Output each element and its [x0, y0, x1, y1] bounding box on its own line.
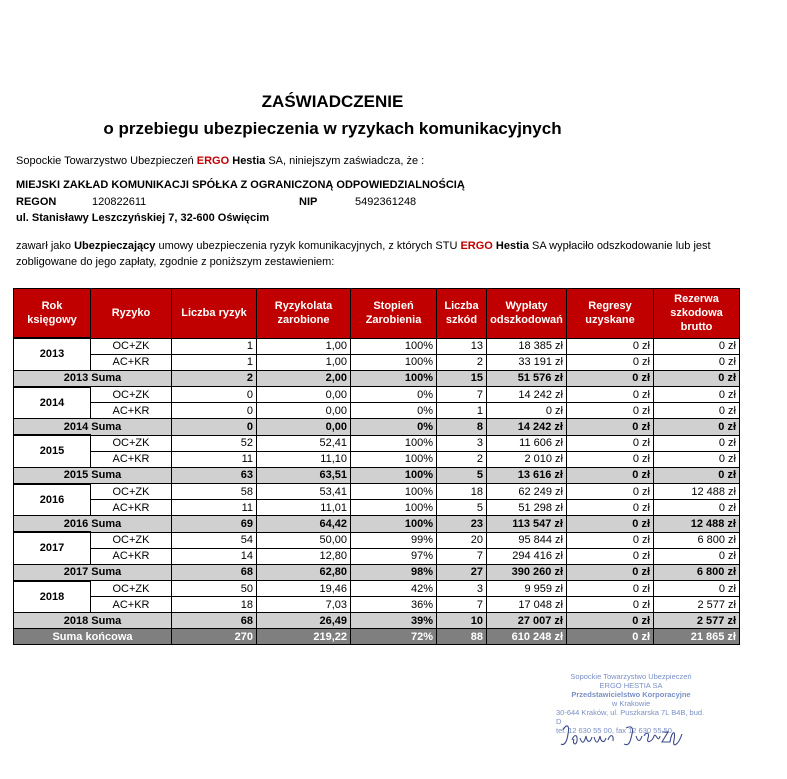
value-cell: 52: [172, 435, 257, 451]
intro-line: [16, 155, 424, 167]
value-cell: 3: [437, 581, 487, 597]
value-cell: 0 zł: [654, 354, 740, 370]
total-value-cell: 21 865 zł: [654, 629, 740, 645]
value-cell: 0 zł: [654, 387, 740, 403]
value-cell: 18 385 zł: [487, 338, 567, 354]
sum-value-cell: 390 260 zł: [487, 564, 567, 581]
value-cell: 2 577 zł: [654, 597, 740, 613]
sum-value-cell: 113 547 zł: [487, 516, 567, 533]
total-label: Suma końcowa: [14, 629, 172, 645]
claims-table: [13, 288, 740, 645]
year-cell: 2013: [14, 338, 91, 370]
sum-value-cell: 63,51: [257, 467, 351, 484]
table-row: [14, 403, 740, 419]
header-cell: Rezerwa szkodowa brutto: [654, 289, 740, 339]
value-cell: 5: [437, 500, 487, 516]
header-cell: Stopień Zarobienia: [351, 289, 437, 339]
para-text-1: zawarł jako: [16, 240, 75, 252]
sum-value-cell: 5: [437, 467, 487, 484]
para-hestia: Hestia: [492, 240, 529, 252]
risk-cell: AC+KR: [91, 451, 172, 467]
sum-value-cell: 14 242 zł: [487, 419, 567, 436]
sum-value-cell: 68: [172, 564, 257, 581]
stamp-line: 30-644 Kraków, ul. Puszkarska 7L B4B, bud. D: [556, 708, 705, 726]
value-cell: 52,41: [257, 435, 351, 451]
table-row: [14, 354, 740, 370]
value-cell: 9 959 zł: [487, 581, 567, 597]
sum-value-cell: 27 007 zł: [487, 613, 567, 629]
table-row: [14, 597, 740, 613]
sum-label: 2018 Suma: [14, 613, 172, 629]
value-cell: 97%: [351, 548, 437, 564]
value-cell: 11: [172, 500, 257, 516]
value-cell: 13: [437, 338, 487, 354]
value-cell: 50: [172, 581, 257, 597]
value-cell: 62 249 zł: [487, 484, 567, 500]
value-cell: 7: [437, 548, 487, 564]
document-title: ZAŚWIADCZENIE: [261, 92, 404, 111]
value-cell: 0 zł: [567, 435, 654, 451]
total-value-cell: 72%: [351, 629, 437, 645]
value-cell: 11,01: [257, 500, 351, 516]
value-cell: 14 242 zł: [487, 387, 567, 403]
value-cell: 0 zł: [567, 532, 654, 548]
sum-value-cell: 0 zł: [567, 516, 654, 533]
sum-value-cell: 0: [172, 419, 257, 436]
sum-value-cell: 0 zł: [567, 564, 654, 581]
sum-value-cell: 51 576 zł: [487, 370, 567, 387]
value-cell: 53,41: [257, 484, 351, 500]
risk-cell: AC+KR: [91, 500, 172, 516]
value-cell: 1,00: [257, 354, 351, 370]
header-cell: Liczba ryzyk: [172, 289, 257, 339]
total-value-cell: 219,22: [257, 629, 351, 645]
header-cell: Liczba szkód: [437, 289, 487, 339]
table-row: [14, 581, 740, 597]
value-cell: 7: [437, 387, 487, 403]
document-subtitle: o przebiegu ubezpieczenia w ryzykach komunikacyjnych: [103, 119, 562, 138]
table-row: [14, 548, 740, 564]
sum-value-cell: 2: [172, 370, 257, 387]
sum-value-cell: 0 zł: [567, 370, 654, 387]
sum-label: 2014 Suma: [14, 419, 172, 436]
grand-total-row: [14, 629, 740, 645]
sum-label: 2015 Suma: [14, 467, 172, 484]
value-cell: 54: [172, 532, 257, 548]
nip-value: 5492361248: [355, 196, 417, 208]
value-cell: 3: [437, 435, 487, 451]
sum-value-cell: 0,00: [257, 419, 351, 436]
sum-value-cell: 68: [172, 613, 257, 629]
risk-cell: OC+ZK: [91, 435, 172, 451]
value-cell: 99%: [351, 532, 437, 548]
year-cell: 2016: [14, 484, 91, 516]
value-cell: 0 zł: [567, 484, 654, 500]
total-value-cell: 88: [437, 629, 487, 645]
para-ergo: ERGO: [460, 240, 493, 252]
value-cell: 0%: [351, 387, 437, 403]
value-cell: 100%: [351, 338, 437, 354]
ergo-brand: ERGO: [196, 155, 230, 167]
sum-value-cell: 15: [437, 370, 487, 387]
sum-value-cell: 100%: [351, 370, 437, 387]
sum-value-cell: 6 800 zł: [654, 564, 740, 581]
value-cell: 11: [172, 451, 257, 467]
header-cell: Ryzyko: [91, 289, 172, 339]
hestia-brand: Hestia: [229, 155, 266, 167]
sum-value-cell: 63: [172, 467, 257, 484]
total-value-cell: 610 248 zł: [487, 629, 567, 645]
sum-value-cell: 62,80: [257, 564, 351, 581]
year-sum-row: [14, 419, 740, 436]
sum-value-cell: 23: [437, 516, 487, 533]
sum-value-cell: 0 zł: [567, 613, 654, 629]
value-cell: 0 zł: [567, 500, 654, 516]
header-cell: Rok księgowy: [14, 289, 91, 339]
value-cell: 0 zł: [487, 403, 567, 419]
value-cell: 2: [437, 451, 487, 467]
sum-value-cell: 64,42: [257, 516, 351, 533]
total-value-cell: 0 zł: [567, 629, 654, 645]
value-cell: 100%: [351, 435, 437, 451]
value-cell: 95 844 zł: [487, 532, 567, 548]
para-policyholder: Ubezpieczający: [74, 240, 156, 252]
value-cell: 11,10: [257, 451, 351, 467]
value-cell: 0 zł: [567, 338, 654, 354]
table-row: [14, 451, 740, 467]
value-cell: 0,00: [257, 403, 351, 419]
para-text-3: SA wypłaciło odszkodowanie lub jest zobligowane do jego zapłaty, zgodnie z poniższym zestawieniem:: [16, 240, 711, 268]
value-cell: 2 010 zł: [487, 451, 567, 467]
value-cell: 7,03: [257, 597, 351, 613]
stamp-line: tel. 12 630 55 00, fax 12 630 55 50: [556, 726, 672, 735]
value-cell: 0: [172, 387, 257, 403]
value-cell: 20: [437, 532, 487, 548]
year-sum-row: [14, 613, 740, 629]
value-cell: 58: [172, 484, 257, 500]
insured-address: ul. Stanisławy Leszczyńskiej 7, 32-600 Oświęcim: [16, 212, 270, 224]
sum-label: 2016 Suma: [14, 516, 172, 533]
value-cell: 18: [172, 597, 257, 613]
sum-label: 2013 Suma: [14, 370, 172, 387]
sum-value-cell: 0%: [351, 419, 437, 436]
header-cell: Ryzykolata zarobione: [257, 289, 351, 339]
sum-value-cell: 27: [437, 564, 487, 581]
value-cell: 11 606 zł: [487, 435, 567, 451]
value-cell: 0 zł: [567, 354, 654, 370]
sum-value-cell: 0 zł: [654, 467, 740, 484]
value-cell: 0 zł: [654, 451, 740, 467]
risk-cell: AC+KR: [91, 597, 172, 613]
header-cell: Wypłaty odszkodowań: [487, 289, 567, 339]
year-cell: 2014: [14, 387, 91, 419]
table-header-row: [14, 289, 740, 339]
value-cell: 2: [437, 354, 487, 370]
value-cell: 0 zł: [567, 403, 654, 419]
value-cell: 50,00: [257, 532, 351, 548]
sum-value-cell: 0 zł: [567, 419, 654, 436]
stamp-line: w Krakowie: [611, 699, 651, 708]
table-row: [14, 435, 740, 451]
sum-value-cell: 0 zł: [654, 419, 740, 436]
year-sum-row: [14, 516, 740, 533]
sum-value-cell: 0 zł: [567, 467, 654, 484]
value-cell: 0 zł: [567, 597, 654, 613]
value-cell: 100%: [351, 354, 437, 370]
risk-cell: OC+ZK: [91, 387, 172, 403]
stamp-line: Sopockie Towarzystwo Ubezpieczeń: [570, 672, 692, 681]
sum-label: 2017 Suma: [14, 564, 172, 581]
value-cell: 51 298 zł: [487, 500, 567, 516]
stamp-line: ERGO HESTIA SA: [599, 681, 663, 690]
sum-value-cell: 100%: [351, 516, 437, 533]
value-cell: 1: [172, 354, 257, 370]
value-cell: 0%: [351, 403, 437, 419]
insured-name: MIEJSKI ZAKŁAD KOMUNIKACJI SPÓŁKA Z OGRANICZONĄ ODPOWIEDZIALNOŚCIĄ: [16, 179, 465, 191]
value-cell: 14: [172, 548, 257, 564]
sum-value-cell: 2,00: [257, 370, 351, 387]
value-cell: 18: [437, 484, 487, 500]
sum-value-cell: 8: [437, 419, 487, 436]
sum-value-cell: 2 577 zł: [654, 613, 740, 629]
value-cell: 0 zł: [654, 581, 740, 597]
value-cell: 294 416 zł: [487, 548, 567, 564]
regon-value: 120822611: [92, 196, 147, 208]
sum-value-cell: 0 zł: [654, 370, 740, 387]
value-cell: 12 488 zł: [654, 484, 740, 500]
table-row: [14, 338, 740, 354]
value-cell: 36%: [351, 597, 437, 613]
intro-prefix: Sopockie Towarzystwo Ubezpieczeń: [16, 155, 197, 167]
sum-value-cell: 100%: [351, 467, 437, 484]
value-cell: 0: [172, 403, 257, 419]
sum-value-cell: 98%: [351, 564, 437, 581]
value-cell: 19,46: [257, 581, 351, 597]
value-cell: 0 zł: [567, 387, 654, 403]
value-cell: 0,00: [257, 387, 351, 403]
value-cell: 33 191 zł: [487, 354, 567, 370]
year-sum-row: [14, 467, 740, 484]
value-cell: 0 zł: [654, 403, 740, 419]
value-cell: 17 048 zł: [487, 597, 567, 613]
header-cell: Regresy uzyskane: [567, 289, 654, 339]
value-cell: 0 zł: [654, 338, 740, 354]
sum-value-cell: 26,49: [257, 613, 351, 629]
statement-paragraph: [16, 238, 736, 270]
year-cell: 2018: [14, 581, 91, 613]
sum-value-cell: 69: [172, 516, 257, 533]
table-row: [14, 532, 740, 548]
total-value-cell: 270: [172, 629, 257, 645]
value-cell: 12,80: [257, 548, 351, 564]
sum-value-cell: 13 616 zł: [487, 467, 567, 484]
year-cell: 2015: [14, 435, 91, 467]
table-body: [14, 338, 740, 645]
year-sum-row: [14, 564, 740, 581]
value-cell: 6 800 zł: [654, 532, 740, 548]
value-cell: 0 zł: [654, 548, 740, 564]
risk-cell: AC+KR: [91, 354, 172, 370]
handwritten-signature: [558, 722, 698, 752]
value-cell: 1: [172, 338, 257, 354]
risk-cell: OC+ZK: [91, 484, 172, 500]
para-text-2: umowy ubezpieczenia ryzyk komunikacyjnych, z których STU: [155, 240, 461, 252]
value-cell: 1,00: [257, 338, 351, 354]
sum-value-cell: 10: [437, 613, 487, 629]
risk-cell: AC+KR: [91, 548, 172, 564]
value-cell: 42%: [351, 581, 437, 597]
value-cell: 100%: [351, 500, 437, 516]
regon-label: REGON: [16, 196, 57, 208]
value-cell: 7: [437, 597, 487, 613]
risk-cell: OC+ZK: [91, 338, 172, 354]
risk-cell: AC+KR: [91, 403, 172, 419]
value-cell: 0 zł: [567, 548, 654, 564]
table-row: [14, 484, 740, 500]
table-row: [14, 387, 740, 403]
table-row: [14, 500, 740, 516]
nip-label: NIP: [299, 196, 318, 208]
value-cell: 100%: [351, 484, 437, 500]
year-sum-row: [14, 370, 740, 387]
value-cell: 0 zł: [567, 451, 654, 467]
risk-cell: OC+ZK: [91, 581, 172, 597]
value-cell: 100%: [351, 451, 437, 467]
value-cell: 0 zł: [654, 435, 740, 451]
value-cell: 1: [437, 403, 487, 419]
sum-value-cell: 39%: [351, 613, 437, 629]
stamp-line: Przedstawicielstwo Korporacyjne: [571, 690, 691, 699]
intro-suffix: SA, niniejszym zaświadcza, że :: [265, 155, 425, 167]
sum-value-cell: 12 488 zł: [654, 516, 740, 533]
year-cell: 2017: [14, 532, 91, 564]
value-cell: 0 zł: [567, 581, 654, 597]
value-cell: 0 zł: [654, 500, 740, 516]
risk-cell: OC+ZK: [91, 532, 172, 548]
